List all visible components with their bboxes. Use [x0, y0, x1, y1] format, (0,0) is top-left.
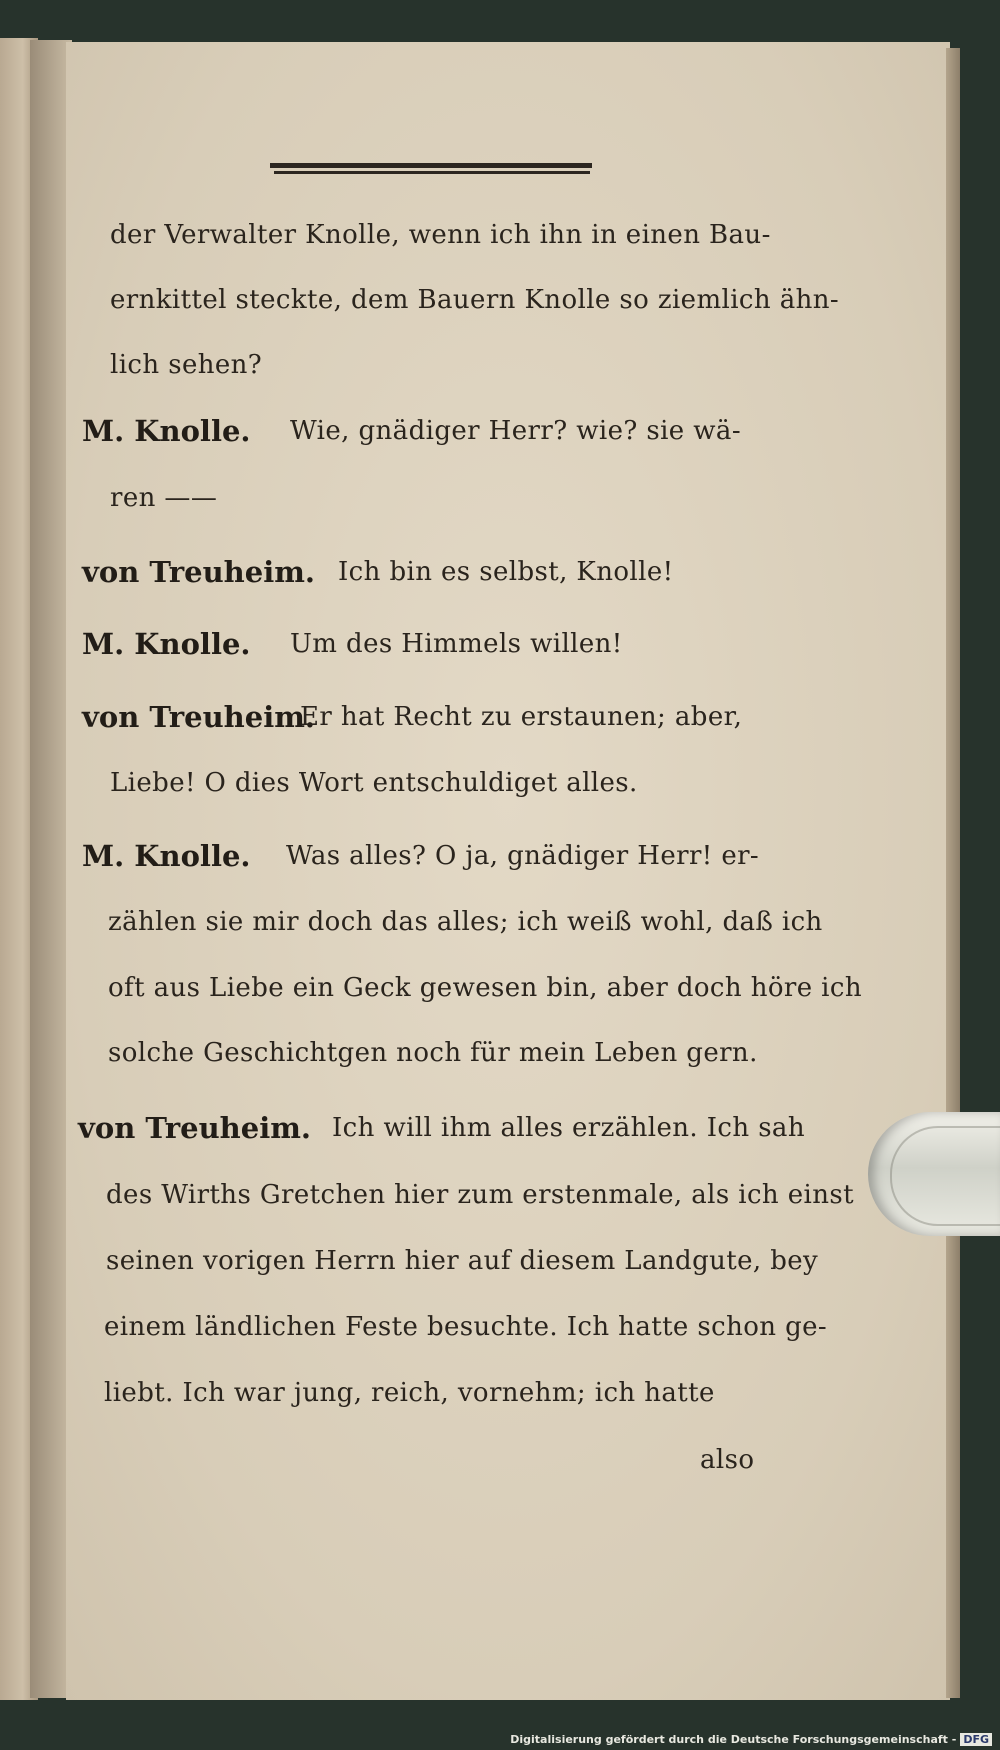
speaker-name: von Treuheim.	[82, 555, 315, 589]
page-clip	[868, 1112, 1000, 1236]
line-text: der Verwalter Knolle, wenn ich ihn in einen Bau-	[110, 220, 771, 250]
speaker-name: M. Knolle.	[82, 627, 251, 661]
line-text: lich sehen?	[110, 350, 263, 380]
line-text: Ich bin es selbst, Knolle!	[338, 557, 674, 587]
speaker-name: M. Knolle.	[82, 414, 251, 448]
line-text: liebt. Ich war jung, reich, vornehm; ich hatte	[104, 1378, 715, 1408]
line-text: ren ——	[110, 483, 218, 513]
line-text: Was alles? O ja, gnädiger Herr! er-	[286, 841, 760, 871]
credit-text: Digitalisierung gefördert durch die Deutsche Forschungsgemeinschaft -	[510, 1733, 957, 1746]
line-text: ernkittel steckte, dem Bauern Knolle so ziemlich ähn-	[110, 285, 840, 315]
line-text: solche Geschichtgen noch für mein Leben gern.	[108, 1038, 758, 1068]
line-text: Um des Himmels willen!	[290, 629, 623, 659]
line-text: seinen vorigen Herrn hier auf diesem Landgute, bey	[106, 1246, 819, 1276]
line-text: einem ländlichen Feste besuchte. Ich hatte schon ge-	[104, 1312, 828, 1342]
line-text: Er hat Recht zu erstaunen; aber,	[300, 702, 743, 732]
speaker-name: von Treuheim.	[82, 700, 315, 734]
line-text: Wie, gnädiger Herr? wie? sie wä-	[290, 416, 742, 446]
catchword: also	[700, 1445, 755, 1475]
line-text: oft aus Liebe ein Geck gewesen bin, aber doch höre ich	[108, 973, 862, 1003]
line-text: Ich will ihm alles erzählen. Ich sah	[332, 1113, 805, 1143]
line-text: des Wirths Gretchen hier zum erstenmale, als ich einst	[106, 1180, 854, 1210]
header-rule-top	[270, 163, 592, 168]
dfg-logo: DFG	[960, 1733, 992, 1746]
page-clip-inner	[890, 1126, 1000, 1226]
header-rule-bottom	[274, 171, 590, 174]
page-edge	[946, 48, 960, 1698]
speaker-name: von Treuheim.	[78, 1111, 311, 1145]
digitization-credit	[510, 1733, 992, 1746]
line-text: Liebe! O dies Wort entschuldiget alles.	[110, 768, 638, 798]
speaker-name: M. Knolle.	[82, 839, 251, 873]
line-text: zählen sie mir doch das alles; ich weiß wohl, daß ich	[108, 907, 823, 937]
